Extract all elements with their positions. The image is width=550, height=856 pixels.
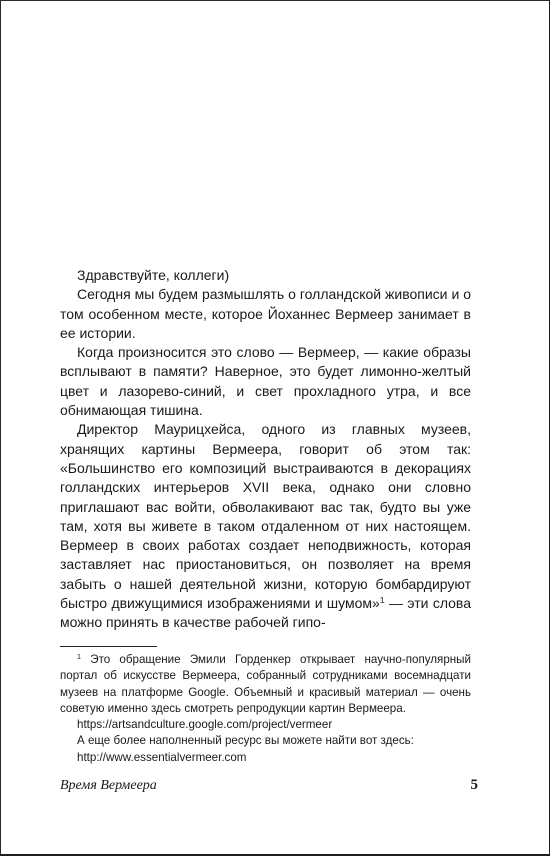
footnote-marker: 1 xyxy=(77,652,81,662)
greeting-paragraph: Здравствуйте, коллеги) xyxy=(77,267,230,283)
paragraph-mauritshuis-continuation: — эти слова можно принять в качестве рабочей гипо- xyxy=(60,595,472,631)
footnote-reference[interactable]: 1 xyxy=(379,595,385,606)
page-number: 5 xyxy=(470,777,478,793)
footnote-1 xyxy=(60,652,471,717)
paragraph-dutch-painting: Сегодня мы будем размышлять о голландской живописи и о том особенном месте, которое Йоханнес Вермеер занимает в ее истории. xyxy=(60,286,471,341)
paragraph-vermeer-images: Когда произносится это слово — Вермеер, — какие образы всплывают в памяти? Наверное, это будет лимонно-желтый цвет и лазорево-синий, и свет прохладного утра, и все обнимающая тишина. xyxy=(60,344,471,419)
main-text xyxy=(60,266,471,633)
footnote-divider xyxy=(60,646,157,647)
footnote-link-essentialvermeer[interactable]: http://www.essentialvermeer.com xyxy=(77,750,247,764)
paragraph-mauritshuis-text: Директор Маурицхейса, одного из главных музеев, хранящих картины Вермеера, говорит об этом так: «Большинство его композиций выстраиваются в декорациях голландских интерьеров XVII века, однако они словно приглашают вас войти, обволакивают вас так, будто вы уже там, хотя вы живете в таком отдаленном от них настоящем. Вермеер в своих работах создает неподвижность, которая заставляет нас приостановиться, он позволяет на время забыть о нашей деятельной жизни, которую бомбардируют быстро движущимися изображениями и шумом» xyxy=(60,421,471,612)
paragraph-mauritshuis-director xyxy=(60,420,471,632)
footnote-1-text: Это обращение Эмили Горденкер открывает научно-популярный портал об искусстве Вермеера, собранный сотрудниками восемнадцати музеев на платформе Google. Объемный и красивый материал — очень советую именно здесь смотреть репродукции картин Вермеера. xyxy=(60,653,471,715)
running-title: Время Вермеера xyxy=(60,778,157,793)
footnote-more-resources: А еще более наполненный ресурс вы можете найти вот здесь: xyxy=(77,734,414,748)
footnotes-section xyxy=(60,652,471,766)
footnote-link-artsandculture[interactable]: https://artsandculture.google.com/project/vermeer xyxy=(77,718,333,732)
